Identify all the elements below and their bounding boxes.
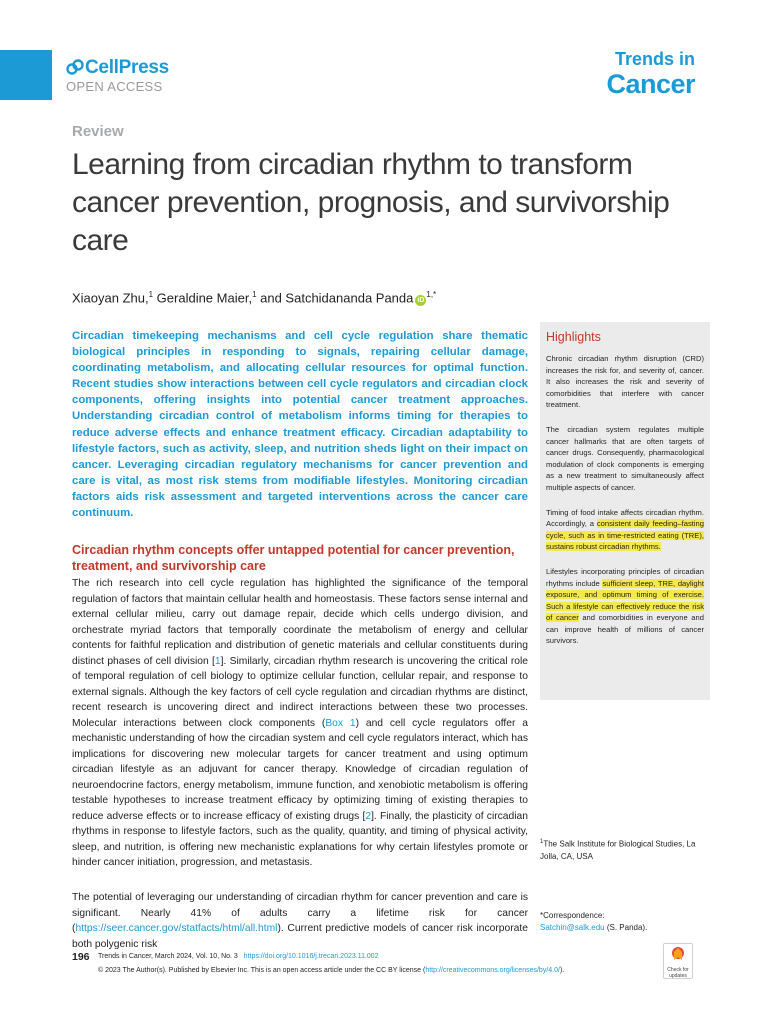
affiliation-text: The Salk Institute for Biological Studies, La Jolla, CA, USA <box>540 839 696 861</box>
author-name: Xiaoyan Zhu, <box>72 290 149 306</box>
article-title: Learning from circadian rhythm to transform cancer prevention, prognosis, and survivorship care <box>72 148 670 257</box>
author-affiliation-mark: 1 <box>252 290 257 299</box>
body-text: The potential of leveraging our understanding of circadian rhythm for cancer prevention and care is significant. Nearly 41% of adults carry a lifetime risk for cancer ( <box>72 892 528 934</box>
cellpress-logo[interactable] <box>66 58 169 78</box>
author-affiliation-mark: 1,* <box>426 290 437 299</box>
highlights-box <box>540 322 710 700</box>
section-heading: Circadian rhythm concepts offer untapped potential for cancer prevention, treatment, and survivorship care <box>72 543 515 573</box>
page-number: 196 <box>72 951 90 963</box>
publisher-name: CellPress <box>85 57 169 78</box>
body-text: The rich research into cell cycle regulation has highlighted the significance of the temporal regulation of factors that maintain cellular health and homeostasis. These factors sense internal and external cellular milieu, carry out damage repair, decide which cells undergo division, and orchestrate myriad factors that temporally coordinate the metabolism of energy and cellular contents for faithful replication and distribution of genetic materials and cellular constituents during distinct phases of cell division [ <box>72 578 528 667</box>
reference-link[interactable]: 2 <box>365 810 372 822</box>
highlight-item <box>546 507 704 553</box>
highlight-text: Timing of food intake affects circadian rhythm. Accordingly, a <box>546 507 704 529</box>
orcid-icon[interactable]: iD <box>417 297 425 305</box>
copyright-text: ). <box>559 967 565 974</box>
author-name: and Satchidananda Panda <box>256 290 414 306</box>
open-access-label: OPEN ACCESS <box>66 79 163 94</box>
correspondence <box>540 910 708 934</box>
highlight-text: and comorbidities in everyone and can improve health of millions of cancer survivors. <box>546 613 704 646</box>
highlight-item: The circadian system regulates multiple cancer hallmarks that are often targets of cancer drugs. Consequently, pharmacological modulation of clock components is emerging as a new treatment to simultaneously affect multiple aspects of cancer. <box>546 424 704 492</box>
author-list <box>72 286 436 307</box>
article-type: Review <box>72 123 124 140</box>
correspondence-name: (S. Panda). <box>604 923 648 932</box>
correspondence-email-link[interactable]: Satchin@salk.edu <box>540 923 605 932</box>
body-paragraph-2 <box>72 890 528 952</box>
highlight-text: Lifestyles incorporating principles of circadian rhythms include <box>546 566 704 588</box>
affiliation <box>540 836 708 863</box>
abstract: Circadian timekeeping mechanisms and cell cycle regulation share thematic biological principles in responding to signals, repairing cellular damage, coordinating metabolism, and allocating cellular resources for optimal function. Recent studies show interactions between cell cycle regulators and circadian clock components, offering insights into potential cancer treatment approaches. Understanding circadian control of metabolism informs timing for therapies to reduce adverse effects and enhance treatment efficacy. Circadian adaptability to lifestyle factors, such as activity, sleep, and nutrition sheds light on their impact on cancer. Leveraging circadian regulatory mechanisms for cancer prevention and care is vital, as most risk stems from modifiable lifestyles. Monitoring circadian factors aids risk assessment and targeted interventions across the cancer care continuum. <box>72 330 528 520</box>
body-text: ]. Finally, the plasticity of circadian rhythms in response to lifestyle factors, such as the quality, quantity, and timing of physical activity, sleep, and nutrition, is offering new mechanistic explanations for why certain lifestyles promote or hinder cancer initiation, progression, and metastasis. <box>72 810 529 868</box>
citation-text: Trends in Cancer, March 2024, Vol. 10, No. 3 <box>98 953 238 960</box>
copyright-text: © 2023 The Author(s). Published by Elsevier Inc. This is an open access article under the CC BY license ( <box>98 967 426 974</box>
body-text: ) and cell cycle regulators offer a mechanistic understanding of how the circadian system and cell cycle regulators interact, which has implications for discovering new molecular targets for cancer treatment and using optimum circadian lifestyle as an adjuvant for cancer therapy. Knowledge of circadian regulation of neuroendocrine factors, energy metabolism, immune function, and xenobiotic metabolism is offering testable hypotheses to increase treatment efficacy by optimizing timing of existing therapies to reduce adverse effects or to increase efficacy of existing drugs [ <box>72 717 528 822</box>
journal-color-tab <box>0 50 52 100</box>
author-name: Geraldine Maier, <box>153 290 253 306</box>
box-link[interactable]: Box 1 <box>325 717 356 729</box>
footer-copyright <box>98 966 564 976</box>
author-affiliation-mark: 1 <box>148 290 154 299</box>
highlighted-text: sufficient sleep, TRE, daylight exposure, and optimum timing of exercise. Such a lifestyle can effectively reduce the risk of cancer <box>546 578 704 623</box>
body-paragraph-1 <box>72 576 528 871</box>
highlighted-text: consistent daily feeding–fasting cycle, such as in time-restricted eating (TRE), sustains robust circadian rhythms. <box>546 519 704 552</box>
journal-title-line1: Trends in <box>614 49 695 69</box>
highlight-item: Chronic circadian rhythm disruption (CRD) increases the risk for, and severity of, cancer. It also increases the risk and severity of comorbidities that interfere with cancer treatment. <box>546 354 704 410</box>
journal-title-line2: Cancer <box>606 69 695 99</box>
doi-link[interactable]: https://doi.org/10.1016/j.trecan.2023.11.002 <box>243 953 379 960</box>
check-for-updates-button[interactable] <box>663 943 693 979</box>
footer-citation <box>98 952 379 962</box>
bookmark-icon <box>671 946 685 962</box>
correspondence-label: *Correspondence: <box>540 911 605 920</box>
body-text: ). Current predictive models of cancer risk incorporate both polygenic risk <box>72 923 528 950</box>
highlights-title: Highlights <box>546 330 601 344</box>
reference-link[interactable]: 1 <box>214 655 221 667</box>
seer-url-link[interactable]: https://seer.cancer.gov/statfacts/html/all.html <box>75 923 278 934</box>
license-link[interactable]: http://creativecommons.org/licenses/by/4.0/ <box>425 967 560 974</box>
highlight-item <box>546 566 704 647</box>
body-text: ]. Similarly, circadian rhythm research is uncovering the critical role of temporal regulation of cell biology to optimize cellular function, cellular repair, and response to external signals. Although the key factors of cell cycle regulation and circadian rhythms are distinct, recent research is uncovering direct and indirect interactions between these two processes. Molecular interactions between clock components ( <box>72 655 528 729</box>
cellpress-mark-icon <box>66 59 84 75</box>
affiliation-mark: 1 <box>540 839 544 845</box>
check-updates-label: Check for updates <box>667 967 689 979</box>
